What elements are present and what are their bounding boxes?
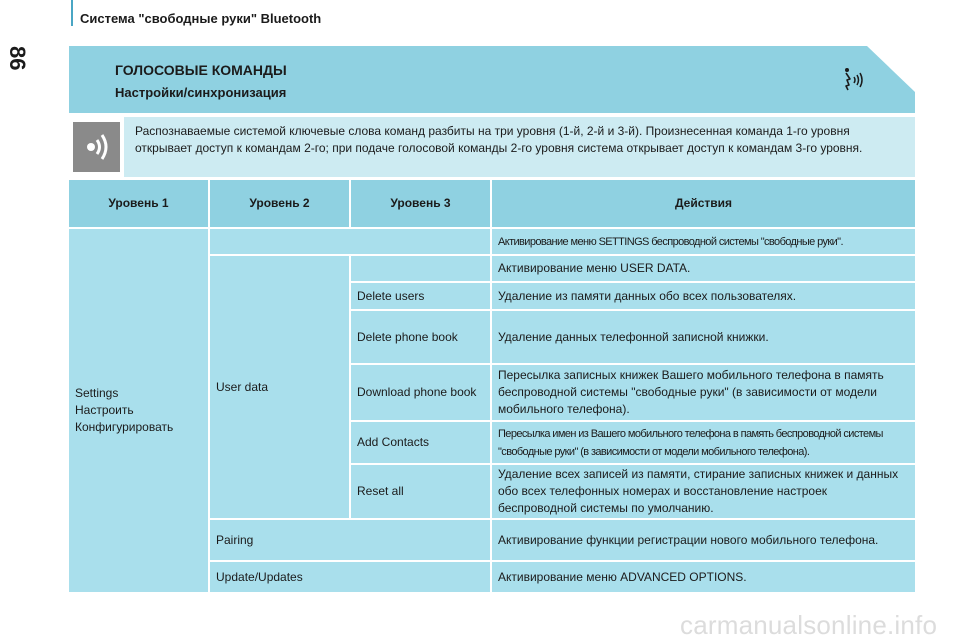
settings-blank-cell <box>210 229 490 254</box>
settings-action: Активирование меню SETTINGS беспроводной системы "свободные руки". <box>492 229 915 254</box>
voice-command-icon <box>838 66 868 94</box>
column-header-level1: Уровень 1 <box>69 180 208 227</box>
watermark: carmanualsonline.info <box>680 610 938 640</box>
voice-commands-table <box>69 180 915 592</box>
page-edge-rule <box>71 0 73 26</box>
level3-download-phone-book: Download phone book <box>351 365 490 420</box>
section-header-band <box>69 46 915 113</box>
pairing-action: Активирование функции регистрации нового мобильного телефона. <box>492 520 915 560</box>
download-phone-book-action: Пересылка записных книжек Вашего мобильного телефона в память беспроводной системы "свободные руки" (в зависимости от модели мобильного телефона). <box>492 365 915 420</box>
level3-add-contacts: Add Contacts <box>351 422 490 463</box>
sound-waves-icon <box>69 117 124 177</box>
level2-user-data-cell: User data <box>210 256 349 518</box>
delete-phone-book-action: Удаление данных телефонной записной книжки. <box>492 311 915 363</box>
level2-pairing: Pairing <box>210 520 490 560</box>
running-head: Система "свободные руки" Bluetooth <box>80 11 322 26</box>
intro-paragraph: Распознаваемые системой ключевые слова команд разбиты на три уровня (1-й, 2-й и 3-й). Произнесенная команда 1-го уровня открывает доступ к командам 2-го; при подаче голосовой команды 2-го уровня система открывает доступ к командам 3-го уровня. <box>135 124 863 155</box>
column-header-level3: Уровень 3 <box>351 180 490 227</box>
intro-icon-box <box>69 117 124 177</box>
level3-reset-all: Reset all <box>351 465 490 518</box>
reset-all-action: Удаление всех записей из памяти, стирание записных книжек и данных обо всех телефонных номерах и восстановление настроек беспроводной системы по умолчанию. <box>492 465 915 518</box>
add-contacts-action: Пересылка имен из Вашего мобильного телефона в память беспроводной системы "свободные руки" (в зависимости от модели мобильного телефона). <box>492 422 915 463</box>
section-subtitle: Настройки/синхронизация <box>115 85 287 100</box>
update-action: Активирование меню ADVANCED OPTIONS. <box>492 562 915 592</box>
level3-delete-users: Delete users <box>351 283 490 309</box>
delete-users-action: Удаление из памяти данных обо всех пользователях. <box>492 283 915 309</box>
section-title: ГОЛОСОВЫЕ КОМАНДЫ <box>115 62 287 78</box>
level1-settings-cell <box>69 229 208 592</box>
level1-settings-text: Settings Настроить Конфигурировать <box>75 386 174 434</box>
column-header-actions: Действия <box>492 180 915 227</box>
column-header-level2: Уровень 2 <box>210 180 349 227</box>
level2-update: Update/Updates <box>210 562 490 592</box>
level3-delete-phone-book: Delete phone book <box>351 311 490 363</box>
user-data-blank-cell <box>351 256 490 281</box>
user-data-action: Активирование меню USER DATA. <box>492 256 915 281</box>
page-number: 86 <box>5 46 30 71</box>
